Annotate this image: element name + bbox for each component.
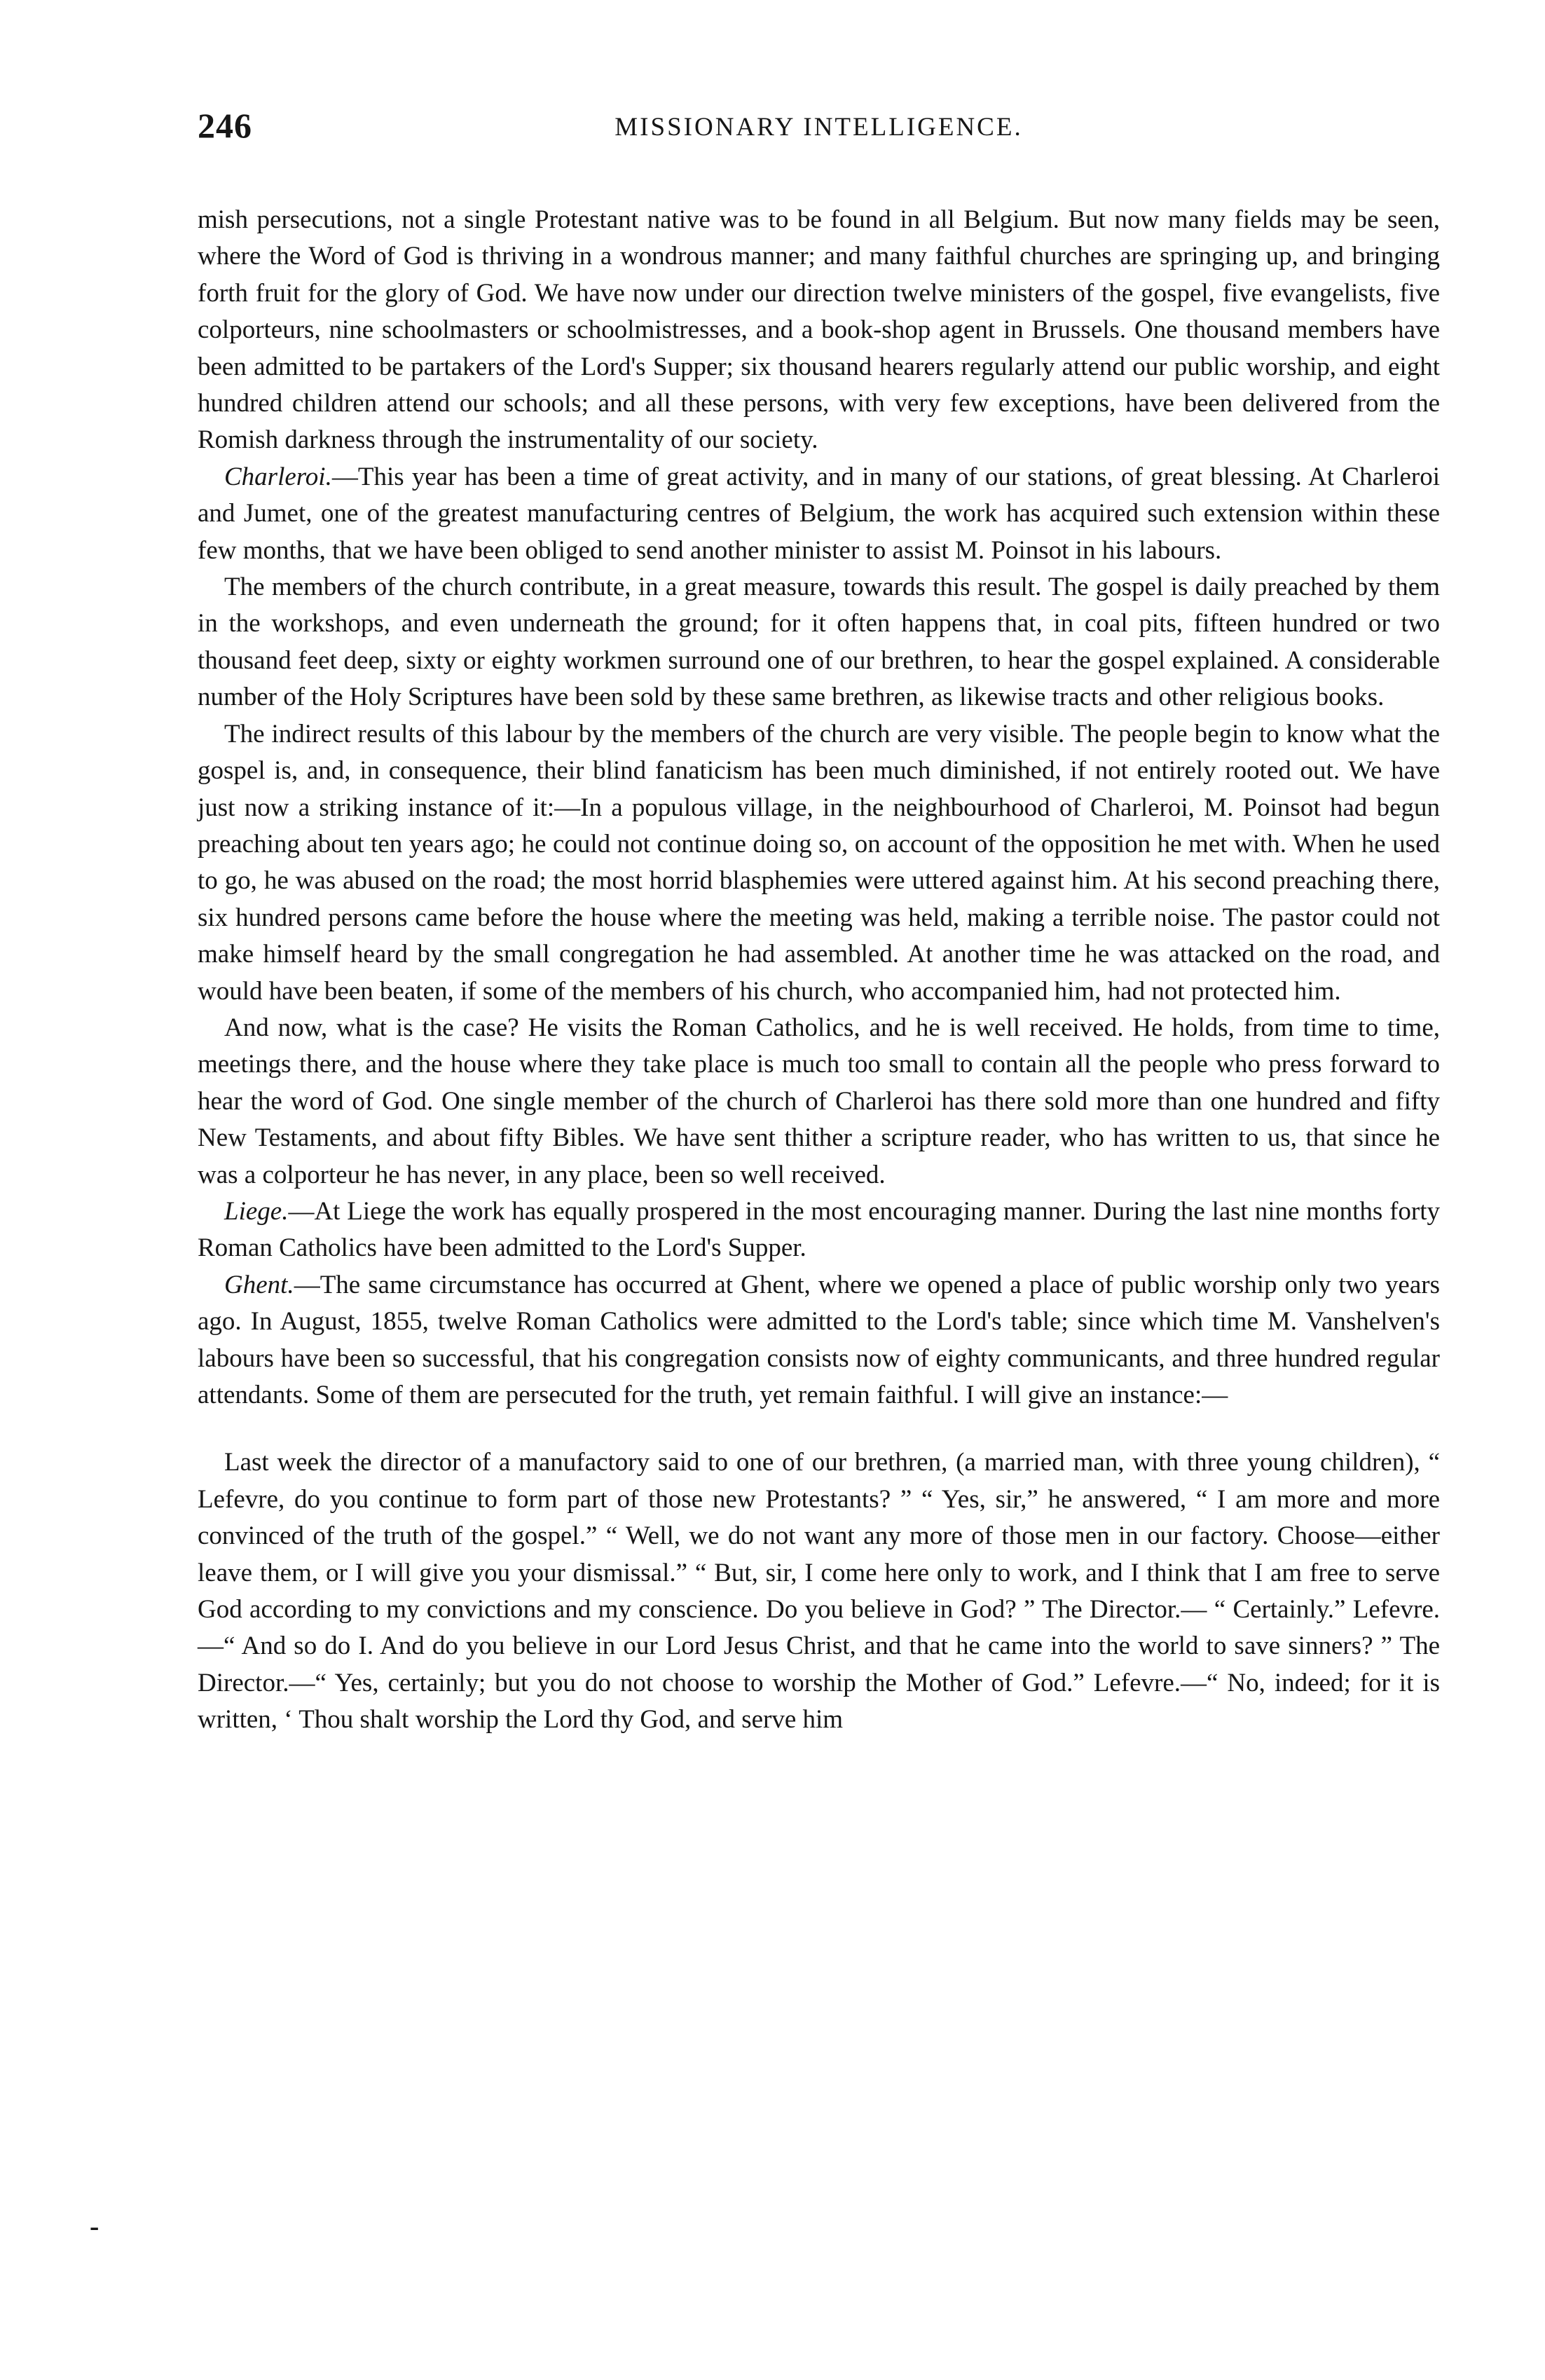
page-number: 246	[198, 106, 252, 145]
paragraph-indirect-results	[198, 716, 1440, 1010]
paragraph-text: The indirect results of this labour by the members of the church are very visible. The people begin to know what the gospel is, and, in consequence, their blind fanaticism has been much diminished, if not entirely rooted out. We have just now a striking instance of it:—In a populous village, in the neighbourhood of Charleroi, M. Poinsot had begun preaching about ten years ago; he could not continue doing so, on account of the opposition he met with. When he used to go, he was abused on the road; the most horrid blasphemies were uttered against him. At his second preaching there, six hundred persons came before the house where the meeting was held, making a terrible noise. The pastor could not make himself heard by the small congregation he had assembled. At another time he was attacked on the road, and would have been beaten, if some of the members of his church, who accompanied him, had not protected him.	[198, 719, 1440, 1006]
paragraph-text: The members of the church contribute, in a great measure, towards this result. The gospel is daily preached by them in the workshops, and even underneath the ground; for it often happens that, in coal pits, fifteen hundred or two thousand feet deep, sixty or eighty workmen surround one of our brethren, to hear the gospel explained. A considerable number of the Holy Scriptures have been sold by these same brethren, as likewise tracts and other religious books.	[198, 573, 1440, 712]
place-heading-ghent: Ghent.	[224, 1270, 294, 1299]
place-heading-liege: Liege.	[224, 1196, 289, 1226]
paragraph-text: And now, what is the case? He visits the Roman Catholics, and he is well received. He holds, from time to time, meetings there, and the house where they take place is much too small to contain all the people who press forward to hear the word of God. One single member of the church of Charleroi has there sold more than one hundred and fifty New Testaments, and about fifty Bibles. We have sent thither a scripture reader, who has written to us, that since he was a colporteur he has never, in any place, been so well received.	[198, 1013, 1440, 1189]
running-head	[198, 105, 1440, 161]
paragraph-current-state	[198, 1010, 1440, 1194]
paragraph-text: —This year has been a time of great activity, and in many of our stations, of great blessing. At Charleroi and Jumet, one of the greatest manufacturing centres of Belgium, the work has acquired such extension within these few months, that we have been obliged to send another minister to assist M. Poinsot in his labours.	[198, 462, 1440, 565]
paragraph-text: mish persecutions, not a single Protestant native was to be found in all Belgium. But now many fields may be seen, where the Word of God is thriving in a wondrous manner; and many faithful churches are springing up, and bringing forth fruit for the glory of God. We have now under our direction twelve ministers of the gospel, five evangelists, five colporteurs, nine schoolmasters or schoolmistresses, and a book-shop agent in Brussels. One thousand members have been admitted to be partakers of the Lord's Supper; six thousand hearers regularly attend our public worship, and eight hundred children attend our schools; and all these persons, with very few exceptions, have been delivered from the Romish darkness through the instrumentality of our society.	[198, 205, 1440, 455]
paragraph-lefevre-anecdote	[198, 1444, 1440, 1738]
paragraph-text: —At Liege the work has equally prospered in the most encouraging manner. During the last nine months forty Roman Catholics have been admitted to the Lord's Supper.	[198, 1196, 1440, 1263]
paragraph-text: —The same circumstance has occurred at Ghent, where we opened a place of public worship only two years ago. In August, 1855, twelve Roman Catholics were admitted to the Lord's table; since which time M. Vanshelven's labours have been so successful, that his congregation consists now of eighty communicants, and three hundred regular attendants. Some of them are persecuted for the truth, yet remain faithful. I will give an instance:—	[198, 1270, 1440, 1409]
paragraph-society-overview	[198, 202, 1440, 459]
paragraph-charleroi	[198, 459, 1440, 569]
paragraph-text: Last week the director of a manufactory said to one of our brethren, (a married man, with three young children), “ Lefevre, do you continue to form part of those new Protestants? ” “ Yes, sir,” he answered, “ I am more and more convinced of the truth of the gospel.” “ Well, we do not want any more of those men in our factory. Choose—either leave them, or I will give you your dismissal.” “ But, sir, I come here only to work, and I think that I am free to serve God according to my convictions and my conscience. Do you believe in God? ” The Director.— “ Certainly.” Lefevre.—“ And so do I. And do you believe in our Lord Jesus Christ, and that he came into the world to save sinners? ” The Director.—“ Yes, certainly; but you do not choose to worship the Mother of God.” Lefevre.—“ No, indeed; for it is written, ‘ Thou shalt worship the Lord thy God, and serve him	[198, 1448, 1440, 1735]
paragraph-church-contribution	[198, 569, 1440, 716]
margin-dash-mark: -	[90, 2210, 99, 2242]
paragraph-liege	[198, 1194, 1440, 1267]
paragraph-ghent	[198, 1267, 1440, 1414]
place-heading-charleroi: Charleroi.	[224, 462, 332, 491]
running-title: MISSIONARY INTELLIGENCE.	[614, 113, 1023, 142]
body-text	[198, 202, 1440, 1739]
